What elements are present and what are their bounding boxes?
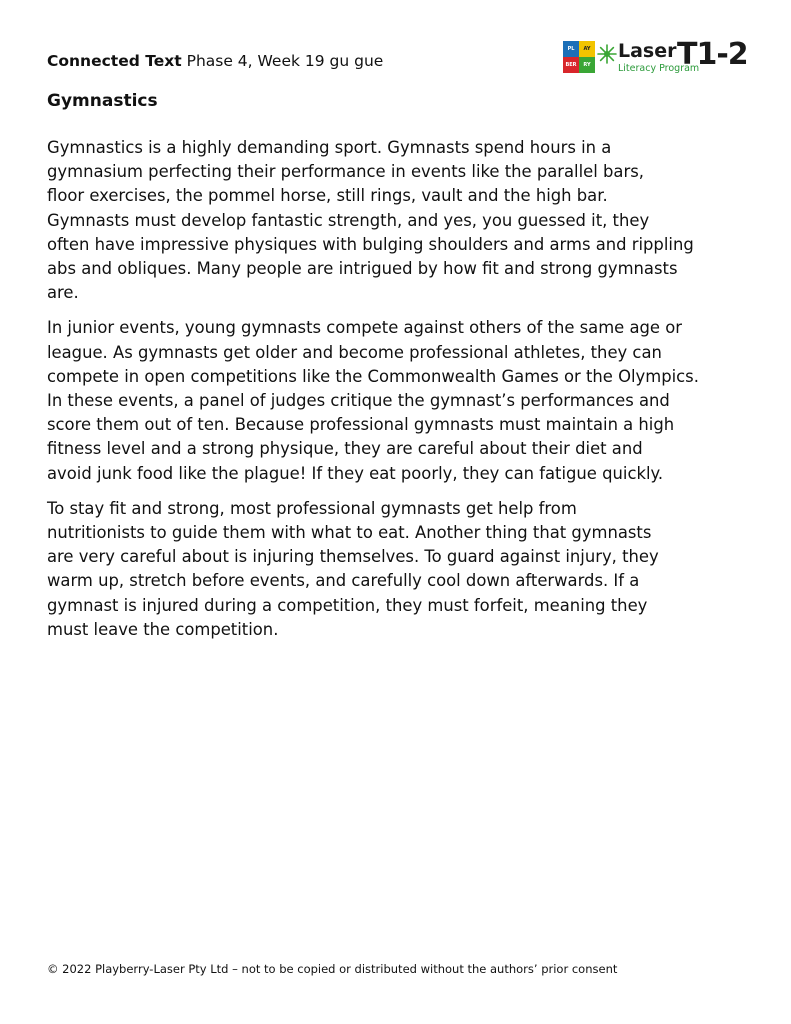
header-label-rest: Phase 4, Week 19 gu gue <box>186 52 384 70</box>
laser-literacy-logo <box>563 37 748 77</box>
logo-grid-cell: RY <box>579 57 595 73</box>
logo-level: T1-2 <box>677 37 748 72</box>
logo-grid-cell: AY <box>579 41 595 57</box>
logo-grid-cell: BER <box>563 57 579 73</box>
paragraph: Gymnastics is a highly demanding sport. Gymnasts spend hours in a gymnasium perfecting their performance in events like the parallel bars, floor exercises, the pommel horse, still rings, vault and the high bar. Gymnasts must develop fantastic strength, and yes, you guessed it, they often have impressive physiques with bulging shoulders and arms and rippling abs and obliques. Many people are intrigued by how fit and strong gymnasts are. <box>47 138 694 303</box>
logo-subtitle: Literacy Program <box>618 63 700 74</box>
playberry-logo-grid <box>563 41 595 73</box>
starburst-icon <box>597 44 617 64</box>
copyright-footer: © 2022 Playberry-Laser Pty Ltd – not to be copied or distributed without the authors’ prior consent <box>47 962 618 976</box>
page-title: Gymnastics <box>47 91 158 111</box>
paragraph: In junior events, young gymnasts compete against others of the same age or league. As gymnasts get older and become professional athletes, they can compete in open competitions like the Commonwealth Games or the Olympics. In these events, a panel of judges critique the gymnast’s performances and score them out of ten. Because professional gymnasts must maintain a high fitness level and a strong physique, they are careful about their diet and avoid junk food like the plague! If they eat poorly, they can fatigue quickly. <box>47 318 699 483</box>
header-label <box>47 51 383 71</box>
header-label-bold: Connected Text <box>47 52 182 70</box>
paragraph: To stay fit and strong, most professional gymnasts get help from nutritionists to guide them with what to eat. Another thing that gymnasts are very careful about is injuring themselves. To guard against injury, they warm up, stretch before events, and carefully cool down afterwards. If a gymnast is injured during a competition, they must forfeit, meaning they must leave the competition. <box>47 498 659 639</box>
logo-grid-cell: PL <box>563 41 579 57</box>
logo-brand: Laser <box>618 40 677 62</box>
connected-text-body <box>47 136 747 653</box>
